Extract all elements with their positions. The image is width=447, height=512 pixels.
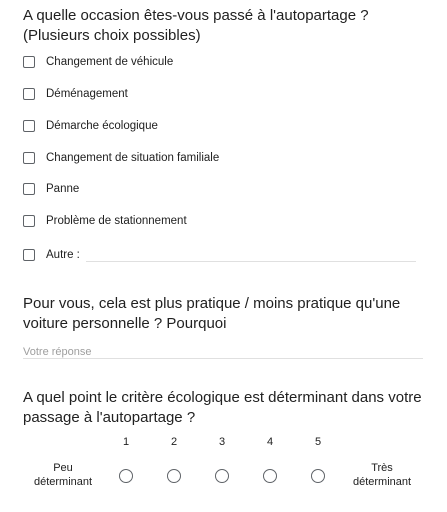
scale-high-label: Très déterminant — [352, 462, 412, 488]
checkbox[interactable] — [23, 56, 35, 68]
scale-number-1: 1 — [122, 436, 130, 448]
scale-radio-3[interactable] — [215, 469, 229, 483]
option-label: Panne — [46, 183, 80, 195]
scale-number-3: 3 — [218, 436, 226, 448]
option-demarche-ecologique[interactable] — [23, 116, 158, 136]
scale-radio-4[interactable] — [263, 469, 277, 483]
answer-placeholder: Votre réponse — [23, 346, 92, 358]
scale-radio-2[interactable] — [167, 469, 181, 483]
option-changement-vehicule[interactable] — [23, 52, 173, 72]
option-label: Changement de véhicule — [46, 56, 174, 68]
option-changement-situation-familiale[interactable] — [23, 148, 219, 168]
option-demenagement[interactable] — [23, 84, 128, 104]
checkbox[interactable] — [23, 215, 35, 227]
scale-low-label: Peu déterminant — [33, 462, 93, 488]
checkbox[interactable] — [23, 120, 35, 132]
checkbox[interactable] — [23, 249, 35, 261]
scale-radio-5[interactable] — [311, 469, 325, 483]
answer-input[interactable] — [23, 342, 423, 359]
checkbox[interactable] — [23, 88, 35, 100]
option-panne[interactable] — [23, 179, 79, 199]
scale-number-5: 5 — [314, 436, 322, 448]
scale-radio-1[interactable] — [119, 469, 133, 483]
option-label: Problème de stationnement — [46, 215, 187, 227]
scale-number-2: 2 — [170, 436, 178, 448]
scale-number-4: 4 — [266, 436, 274, 448]
question-1-title: A quelle occasion êtes-vous passé à l'autopartage ? (Plusieurs choix possibles) — [23, 7, 369, 44]
question-3-title: A quel point le critère écologique est déterminant dans votre passage à l'autopartage ? — [23, 389, 422, 426]
question-2-title: Pour vous, cela est plus pratique / moins pratique qu'une voiture personnelle ? Pourquoi — [23, 295, 401, 332]
other-text-input[interactable] — [86, 261, 416, 262]
option-autre[interactable] — [23, 245, 80, 265]
option-label: Changement de situation familiale — [46, 152, 220, 164]
option-label: Démarche écologique — [46, 120, 158, 132]
option-label: Déménagement — [46, 88, 128, 100]
checkbox[interactable] — [23, 152, 35, 164]
option-probleme-stationnement[interactable] — [23, 211, 187, 231]
checkbox[interactable] — [23, 183, 35, 195]
option-label: Autre : — [46, 249, 80, 261]
